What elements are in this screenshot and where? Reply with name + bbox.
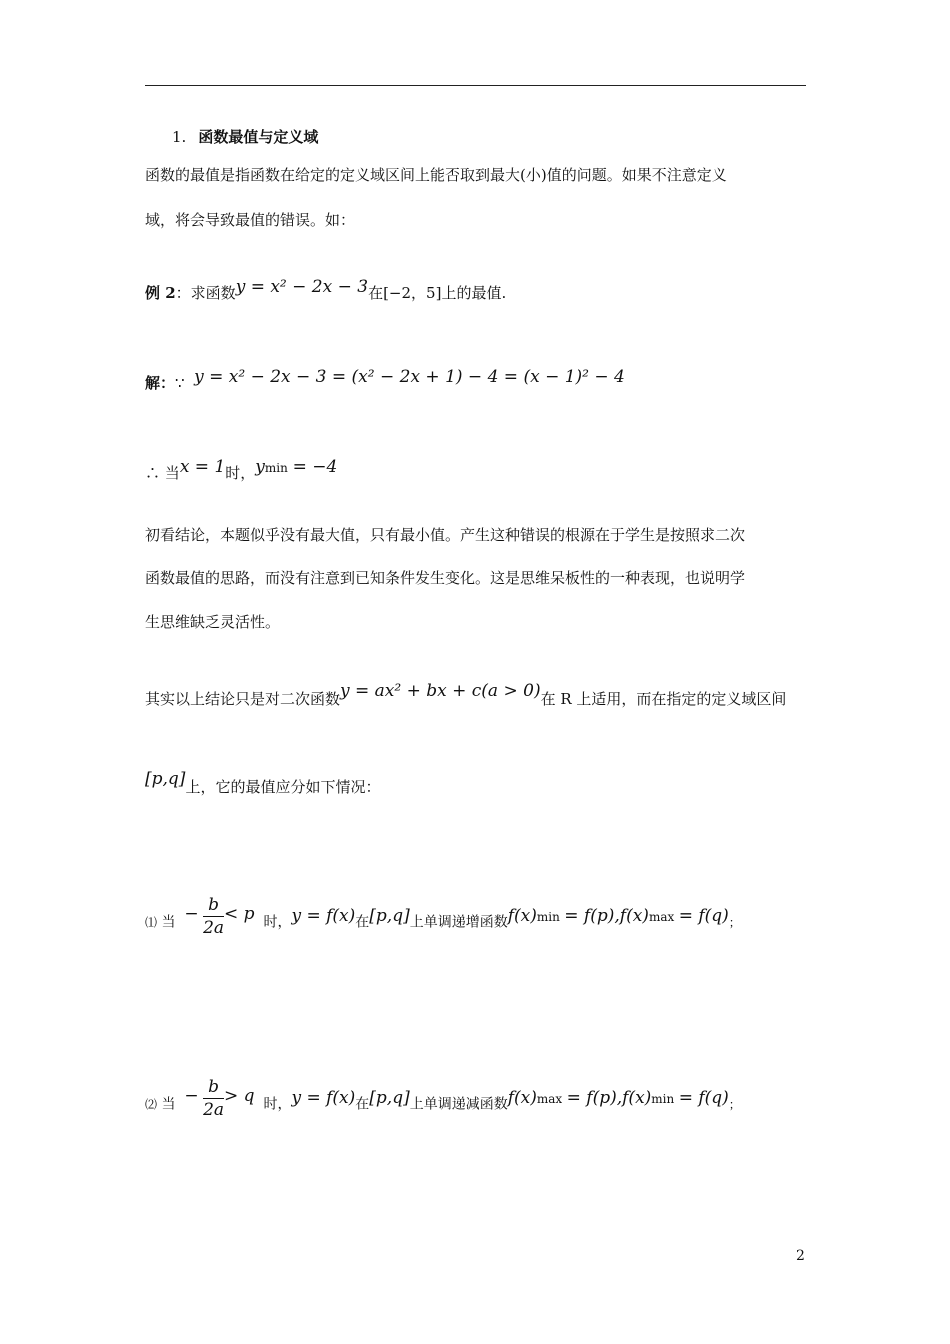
intro-line-2: 域，将会导致最值的错误。如： xyxy=(145,211,356,229)
case-2-frac-den: 2a xyxy=(203,1100,225,1120)
therefore-when: 当 xyxy=(164,464,180,482)
case-2-line xyxy=(145,1077,741,1127)
case-2-neg: − xyxy=(184,1085,199,1106)
general-suffix: 在 R 上适用，而在指定的定义域区间 xyxy=(540,690,787,708)
because-symbol: ∵ xyxy=(175,374,185,392)
page-number: 2 xyxy=(796,1248,805,1264)
therefore-result-value: = −4 xyxy=(292,457,338,477)
therefore-result-sub: min xyxy=(264,461,288,475)
general-formula: y = ax² + bx + c(a > 0) xyxy=(340,681,541,701)
case-2-r1: f(x) xyxy=(507,1087,537,1108)
case-2-end: ； xyxy=(728,1097,741,1112)
case-1-shi: 时， xyxy=(263,914,292,931)
general-suffix-2: 上，它的最值应分如下情况： xyxy=(185,778,381,796)
case-2-r2-sub: min xyxy=(651,1091,675,1106)
case-2-shi: 时， xyxy=(263,1096,292,1113)
case-2-func: y = f(x) xyxy=(291,1087,356,1108)
case-1-when: 当 xyxy=(161,914,176,931)
example-suffix: 在[−2，5]上的最值. xyxy=(368,284,507,302)
analysis-line-1: 初看结论，本题似乎没有最大值，只有最小值。产生这种错误的根源在于学生是按照求二次 xyxy=(145,526,746,544)
solution-formula: y = x² − 2x − 3 = (x² − 2x + 1) − 4 = (x − 1)² − 4 xyxy=(194,367,625,387)
case-2-r2: f(x) xyxy=(622,1087,652,1108)
case-1-r2-value: = f(q) xyxy=(678,905,729,926)
case-2-interval: [p,q] xyxy=(369,1087,410,1108)
case-2-r1-sub: max xyxy=(536,1091,563,1106)
general-prefix: 其实以上结论只是对二次函数 xyxy=(145,690,341,708)
therefore-shi: 时， xyxy=(225,464,256,482)
section-heading xyxy=(172,126,318,148)
therefore-condition: x = 1 xyxy=(179,457,226,477)
case-1-frac-num: b xyxy=(203,894,224,917)
case-1-r1-value: = f(p), xyxy=(564,905,620,926)
analysis-line-3: 生思维缺乏灵活性。 xyxy=(145,613,281,631)
case-2-compare: > q xyxy=(224,1085,255,1106)
solution-line xyxy=(145,367,625,394)
therefore-result: y xyxy=(255,457,265,477)
case-1-desc: 上单调递增函数 xyxy=(409,914,508,931)
example-formula: y = x² − 2x − 3 xyxy=(235,277,369,297)
case-1-r2: f(x) xyxy=(619,905,649,926)
case-1-in: 在 xyxy=(355,914,370,931)
case-2-r1-value: = f(p), xyxy=(566,1087,623,1108)
case-1-r1-sub: min xyxy=(536,909,560,924)
case-2-fraction xyxy=(203,1076,224,1121)
general-interval: [p,q] xyxy=(145,769,186,789)
intro-line-1: 函数的最值是指函数在给定的定义域区间上能否取到最大(小)值的问题。如果不注意定义 xyxy=(145,166,727,184)
case-1-interval: [p,q] xyxy=(369,905,410,926)
case-2-in: 在 xyxy=(355,1096,370,1113)
example-label: 例 2 xyxy=(145,284,176,302)
case-1-r2-sub: max xyxy=(648,909,675,924)
therefore-line xyxy=(145,457,338,485)
case-1-func: y = f(x) xyxy=(291,905,356,926)
header-rule xyxy=(145,85,806,86)
general-line xyxy=(145,681,787,710)
analysis-line-2: 函数最值的思路，而没有注意到已知条件发生变化。这是思维呆板性的一种表现，也说明学 xyxy=(145,569,746,587)
case-2-number: ⑵ xyxy=(145,1097,158,1112)
therefore-symbol: ∴ xyxy=(145,464,161,482)
case-1-neg: − xyxy=(184,903,199,924)
case-2-frac-num: b xyxy=(203,1076,224,1099)
case-1-frac-den: 2a xyxy=(203,918,225,938)
case-2-desc: 上单调递减函数 xyxy=(409,1096,508,1113)
case-1-line xyxy=(145,895,741,945)
case-1-fraction xyxy=(203,894,224,939)
case-2-when: 当 xyxy=(161,1096,176,1113)
case-1-number: ⑴ xyxy=(145,915,158,930)
section-number: 1. xyxy=(172,128,187,146)
example-line xyxy=(145,277,507,304)
example-prefix: ：求函数 xyxy=(175,284,236,302)
solution-label: 解： xyxy=(145,374,176,392)
section-title: 函数最值与定义域 xyxy=(198,128,319,146)
case-1-r1: f(x) xyxy=(507,905,537,926)
interval-line xyxy=(145,769,381,798)
case-1-end: ； xyxy=(728,915,741,930)
case-1-compare: < p xyxy=(224,903,255,924)
case-2-r2-value: = f(q) xyxy=(678,1087,729,1108)
